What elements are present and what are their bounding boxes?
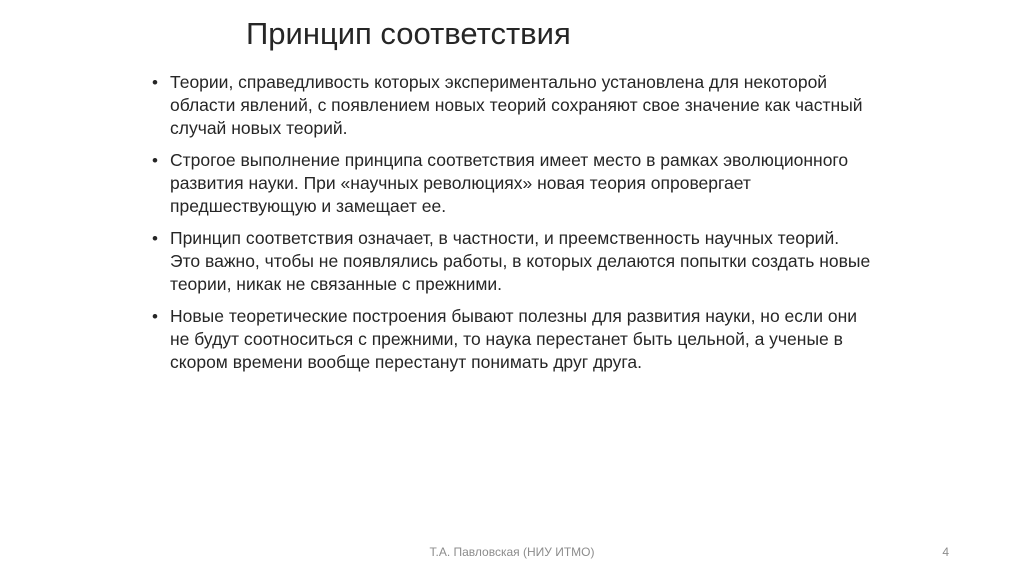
slide-number: 4 xyxy=(942,545,949,559)
bullet-text: Новые теоретические построения бывают полезны для развития науки, но если они не будут соотноситься с прежними, то наука перестанет быть цельной, а ученые в скором времени вообще перестанут понимать друг друга. xyxy=(170,306,858,372)
bullet-text: Строгое выполнение принципа соответствия имеет место в рамках эволюционного развития науки. При «научных революциях» новая теория опровергает предшествующую и замещает ее. xyxy=(170,150,849,216)
bullet-text: Принцип соответствия означает, в частности, и преемственность научных теорий. Это важно, чтобы не появлялись работы, в которых делаются попытки создать новые теории, никак не связанные с прежними. xyxy=(170,228,871,294)
bullet-dot-icon: • xyxy=(152,307,158,326)
bullet-dot-icon: • xyxy=(152,73,158,92)
bullet-dot-icon: • xyxy=(152,151,158,170)
slide-title: Принцип соответствия xyxy=(246,16,571,51)
bullet-dot-icon: • xyxy=(152,229,158,248)
footer-author: Т.А. Павловская (НИУ ИТМО) xyxy=(429,545,595,559)
bullet-text: Теории, справедливость которых экспериментально установлена для некоторой области явлений, с появлением новых теорий сохраняют свое значение как частный случай новых теорий. xyxy=(170,72,863,138)
bullet-list xyxy=(152,71,872,383)
bullet-item xyxy=(152,71,872,140)
bullet-item xyxy=(152,227,872,296)
bullet-item xyxy=(152,305,872,374)
bullet-item xyxy=(152,149,872,218)
